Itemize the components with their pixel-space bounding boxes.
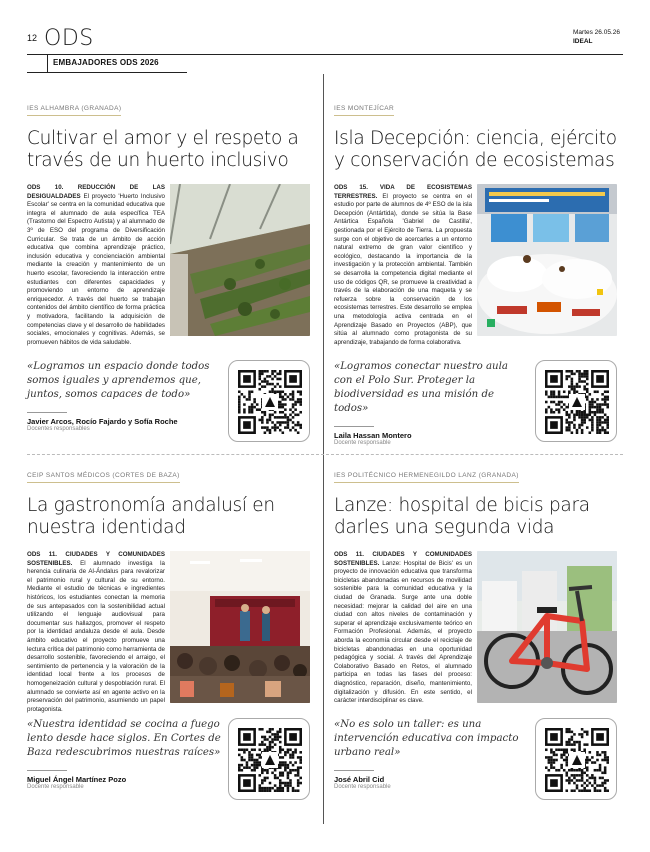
pull-quote: «Logramos un espacio donde todos somos iguales y aprendemos que, juntos, somos capaces de todo» [27, 361, 210, 400]
author-role: Docente responsable [334, 440, 391, 446]
qr-code[interactable] [228, 360, 310, 442]
author-rule [334, 426, 374, 427]
article-body [27, 551, 310, 717]
article-text [334, 551, 472, 706]
ribbon-tick [47, 55, 48, 73]
issue-date: Martes 26.05.26 [573, 29, 620, 36]
article-body-text: El proyecto se centra en el estudio por parte de alumnos de 4º ESO de la isla Decepción (Antártida), donde se sitúa la Base Antártica Española 'Gabriel de Castilla', gestionada por el Ejército de Tierra. La propuesta surge con el objetivo de acercarles a un entorno natural extremo de gran valor científico y ecológico, destacando la importancia de la investigación y la protección ambiental. También se desarrolla la competencia digital mediante el uso de códigos QR, se promueve la creatividad a través de la elaboración de una maqueta y se refuerza sobre la conservación de los ecosistemas terrestres. Este desarrollo se emplea una metodología activa centrada en el Aprendizaje Basado en Proyectos (ABP), que sitúa al alumnado como protagonista de su aprendizaje, trabajando de forma colaborativa. [334, 192, 472, 346]
author-rule [27, 412, 67, 413]
article-lanze [334, 462, 617, 717]
hall-photo [170, 551, 310, 703]
qr-code[interactable] [228, 718, 310, 800]
article-lead: ODS 11. CIUDADES Y COMUNIDADES SOSTENIBLES. [334, 551, 472, 567]
article-headline[interactable]: Lanze: hospital de bicis para darles una segunda vida [334, 495, 590, 538]
pull-quote: «Logramos conectar nuestro aula con el Polo Sur. Proteger la biodiversidad es una misión de todos» [334, 361, 508, 414]
publication-name: IDEAL [573, 38, 593, 45]
pull-quote: «Nuestra identidad se cocina a fuego lento desde hace siglos. En Cortes de Baza redescubrimos nuestras raíces» [27, 719, 221, 758]
column-divider [323, 74, 324, 824]
author-rule [334, 770, 374, 771]
article-kicker: IES POLITÉCNICO HERMENEGILDO LANZ (GRANADA) [334, 472, 519, 483]
model-photo [477, 184, 617, 336]
section-title: ODS [44, 26, 94, 51]
article-headline[interactable]: Cultivar el amor y el respeto a través de un huerto inclusivo [27, 128, 299, 171]
quote-block-huerto [27, 360, 310, 432]
article-body-text: El proyecto 'Huerto Inclusivo Escolar' se centra en la comunidad educativa que integra el alumnado de aula específica TEA (Trastorno del Espectro Autista) y al alumnado de 3º de ESO del programa de Diversificación Curricular. Se trata de un ámbito de acción educativa que combina aprendizaje práctico, inclusión educativa y concienciación ambiental mediante la creación y mantenimiento de un huerto escolar, favoreciendo la interacción entre estudiantes con diferentes capacidades y promoviendo un entorno de aprendizaje enriquecedor. A través del huerto se trabajan contenidos del ámbito científico de forma práctica y motivadora, facilitando la adquisición de competencias clave y el desarrollo de habilidades sociales, emocionales y cognitivas. Además, se promueven hábitos de vida saludable. [27, 192, 166, 346]
quote-block-gastronomia [27, 718, 310, 790]
article-lead: ODS 15. VIDA DE ECOSISTEMAS TERRESTRES. [334, 184, 472, 200]
ribbon-label: EMBAJADORES ODS 2026 [53, 58, 159, 67]
row-divider [27, 454, 623, 455]
article-kicker: IES ALHAMBRA (GRANADA) [27, 105, 121, 116]
qr-code[interactable] [535, 360, 617, 442]
page-number: 12 [27, 33, 38, 43]
quote-block-decepcion [334, 360, 617, 446]
author-rule [27, 770, 67, 771]
article-kicker: IES MONTEJÍCAR [334, 105, 394, 116]
author-name: José Abril Cid [334, 775, 385, 784]
pull-quote: «No es solo un taller: es una intervención educativa con impacto urbano real» [334, 719, 519, 758]
article-text [334, 184, 472, 347]
article-body-text: El alumnado investiga la herencia culinaria de Al-Ándalus para revalorizar el patrimonio rural y cultural de su entorno. Mediante el estudio de técnicas e ingredientes históricos, los estudiantes conectan la memoria de sus antepasados con la sostenibilidad actual utilizando el lenguaje audiovisual para documentar sus hallazgos, promover el respeto por la identidad andaluza desde el aula. Desde ámbito educativo el proyecto promueve una lectura crítica del patrimonio como herramienta de desarrollo sostenible, favoreciendo el arraigo, el sentimiento de pertenencia y la valoración de la identidad local frente a los procesos de homogeneización cultural y despoblación rural. El alumnado se convierte así en agente activo en la preservación del patrimonio, asumiendo un papel protagonista. [27, 559, 165, 713]
article-headline[interactable]: Isla Decepción: ciencia, ejército y conservación de ecosistemas [334, 128, 617, 171]
bike-photo [477, 551, 617, 703]
author-role: Docentes responsables [27, 426, 90, 432]
author-name: Javier Arcos, Rocío Fajardo y Sofía Roche [27, 417, 178, 426]
author-role: Docente responsable [334, 784, 391, 790]
quote-block-lanze [334, 718, 617, 790]
article-headline[interactable]: La gastronomía andalusí en nuestra identidad [27, 495, 275, 538]
article-body [334, 184, 617, 350]
article-body [334, 551, 617, 717]
qr-code[interactable] [535, 718, 617, 800]
article-text [27, 551, 165, 714]
author-name: Miguel Ángel Martínez Pozo [27, 775, 127, 784]
article-decepcion [334, 95, 617, 350]
author-role: Docente responsable [27, 784, 84, 790]
garden-photo [170, 184, 310, 336]
article-gastronomia [27, 462, 310, 717]
article-lead: ODS 10. REDUCCIÓN DE LAS DESIGUALDADES [27, 184, 165, 200]
article-text [27, 184, 165, 347]
date-box [573, 28, 623, 46]
author-name: Laila Hassan Montero [334, 431, 412, 440]
article-huerto [27, 95, 310, 350]
article-kicker: CEIP SANTOS MÉDICOS (CORTES DE BAZA) [27, 472, 180, 483]
article-body-text: Lanze: Hospital de Bicis' es un proyecto de innovación educativa que transforma bicicletas abandonadas en recursos de movilidad sostenible para la comunidad educativa y la ciudad de Granada. Surge ante una doble necesidad: mejorar la calidad del aire en una ciudad con altos niveles de contaminación y superar el aprendizaje exclusivamente teórico en Formación Profesional. Además, el proyecto aborda la economía circular desde el reciclaje de bicicletas abandonadas en una oportunidad pedagógica y social. A través del Aprendizaje Colaborativo Basado en Retos, el alumnado participa en todas las fases del proceso: diagnóstico, reparación, diseño, mantenimiento, digitalización y difusión. En este sentido, el carácter interdisciplinar es clave. [334, 559, 472, 705]
article-body [27, 184, 310, 350]
article-lead: ODS 11. CIUDADES Y COMUNIDADES SOSTENIBLES. [27, 551, 165, 567]
